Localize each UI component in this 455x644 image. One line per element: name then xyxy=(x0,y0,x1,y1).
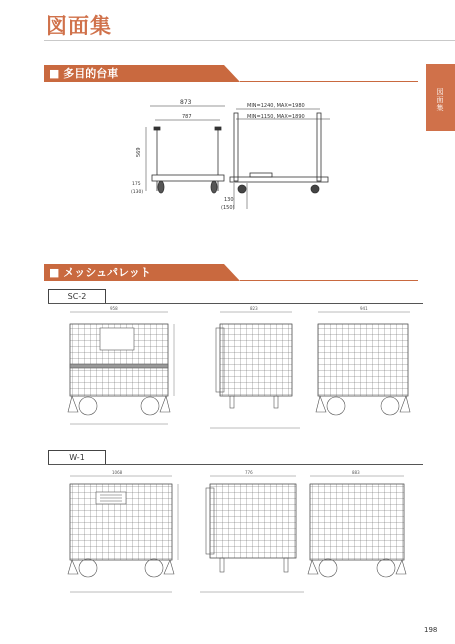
sc2-front-width: 958 xyxy=(110,306,118,311)
w1-front-view xyxy=(68,476,178,592)
side-index-tab[interactable] xyxy=(426,64,455,131)
w1-front-width: 1068 xyxy=(112,470,123,475)
sc2-end-view xyxy=(316,312,410,415)
model-divider xyxy=(48,464,423,465)
cart-side-view xyxy=(230,109,330,209)
side-tab-label: 図面集 xyxy=(436,88,444,112)
w1-drawing xyxy=(60,468,420,608)
dim-total-width: 873 xyxy=(180,99,192,106)
sc2-front-view xyxy=(68,312,174,424)
range-max-2: MIN=1150, MAX=1890 xyxy=(247,114,305,120)
range-max-1: MIN=1240, MAX=1980 xyxy=(247,103,305,109)
w1-side-width: 776 xyxy=(245,470,253,475)
page-number: 198 xyxy=(424,626,438,634)
sc2-side-view xyxy=(210,312,300,428)
section-title: ■ 多目的台車 xyxy=(49,67,119,80)
page-title: 図面集 xyxy=(46,14,112,38)
dim-base-2: (150) xyxy=(221,205,235,211)
section-header-mesh-pallet xyxy=(44,264,418,281)
dim-low-2: (130) xyxy=(131,190,144,195)
w1-side-view xyxy=(200,476,304,592)
dim-inner-width: 787 xyxy=(182,114,192,120)
w1-end-width: 883 xyxy=(352,470,360,475)
dim-base-1: 130 xyxy=(224,197,234,203)
title-divider xyxy=(44,40,455,41)
w1-end-view xyxy=(308,476,406,577)
model-label-w1: W-1 xyxy=(48,450,106,465)
section-header-multipurpose-cart xyxy=(44,65,418,82)
dim-height: 569 xyxy=(136,147,142,157)
dim-low-1: 175 xyxy=(132,182,141,187)
cart-drawing xyxy=(130,97,340,217)
section-title: ■ メッシュパレット xyxy=(49,266,151,279)
sc2-side-width: 823 xyxy=(250,306,258,311)
sc2-end-width: 941 xyxy=(360,306,368,311)
sc2-drawing xyxy=(60,304,420,439)
model-label-sc2: SC-2 xyxy=(48,289,106,304)
